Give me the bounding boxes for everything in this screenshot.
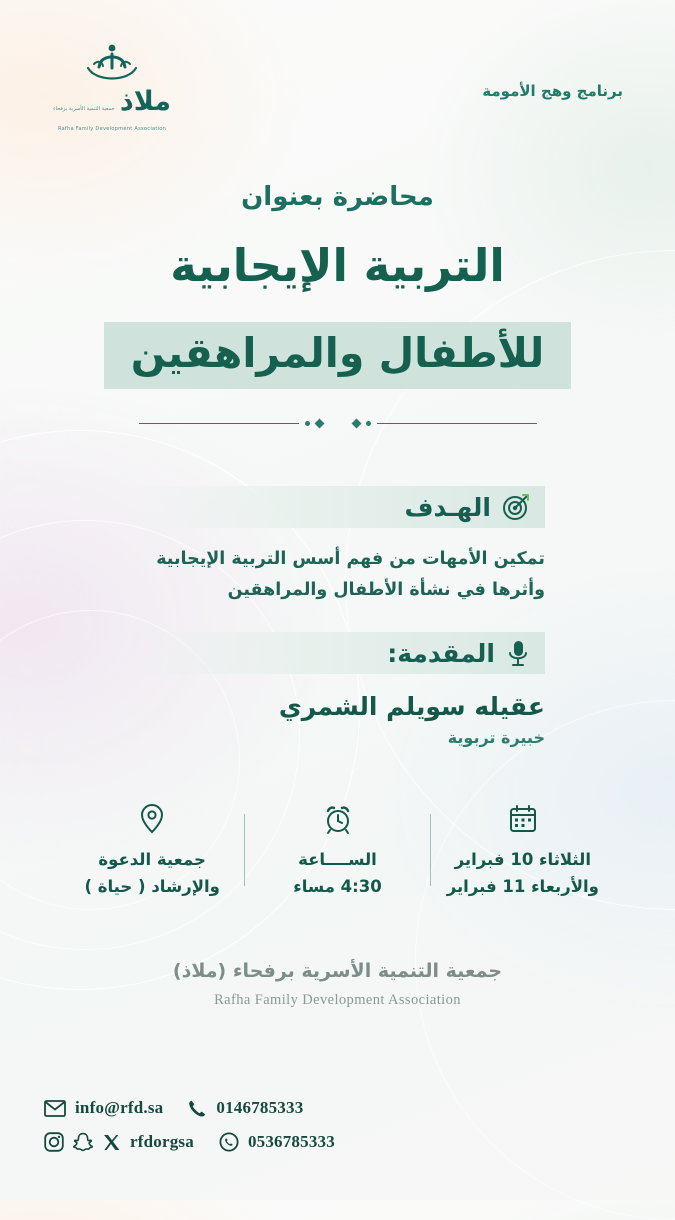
event-date-block (431, 800, 615, 900)
presenter-title: المقدمة: (387, 638, 495, 668)
event-time-line1: الســــاعة (298, 850, 377, 869)
envelope-icon (44, 1100, 66, 1117)
event-time-block (245, 800, 429, 900)
page-subtitle: للأطفال والمراهقين (130, 329, 545, 377)
program-tag: برنامج وهج الأمومة (482, 82, 623, 100)
calendar-icon (437, 800, 609, 838)
contact-line-2 (44, 1132, 335, 1152)
presenter-section-header (130, 632, 545, 674)
phone-icon (188, 1099, 207, 1118)
target-icon (501, 492, 531, 522)
event-location-line1: جمعية الدعوة (98, 850, 206, 869)
divider-diamond (314, 419, 324, 429)
presenter-name: عقيله سويلم الشمري (278, 692, 545, 721)
event-date-line1: الثلاثاء 10 فبراير (454, 850, 591, 869)
snapchat-icon[interactable] (73, 1132, 93, 1152)
organization-logo (52, 42, 172, 134)
presenter-role: خبيرة تربوية (447, 728, 545, 747)
logo-mark-icon (52, 42, 172, 88)
page-title: التربية الإيجابية (170, 239, 505, 292)
x-twitter-icon[interactable] (102, 1133, 121, 1152)
divider-ornament (0, 420, 675, 427)
column-divider (244, 814, 245, 886)
divider-line (377, 423, 537, 424)
contact-email[interactable]: info@rfd.sa (75, 1098, 164, 1117)
goal-text: تمكين الأمهات من فهم أسس التربية الإيجابية وأثرها في نشأة الأطفال والمراهقين (156, 549, 545, 600)
event-details-row (60, 800, 615, 900)
whatsapp-icon[interactable] (219, 1132, 239, 1152)
contact-whatsapp[interactable]: 0536785333 (247, 1132, 335, 1151)
contact-line-1 (44, 1098, 335, 1118)
alarm-clock-icon (251, 800, 423, 838)
event-location-block (60, 800, 244, 900)
lecture-label: محاضرة بعنوان (241, 182, 434, 212)
microphone-icon (505, 638, 531, 668)
goal-title: الهـدف (404, 492, 491, 522)
title-highlight-band (104, 322, 571, 389)
contact-bar (44, 1098, 335, 1166)
column-divider (430, 814, 431, 886)
organization-name-ar: جمعية التنمية الأسرية برفحاء (ملاذ) (172, 960, 503, 982)
goal-section-header (130, 486, 545, 528)
organization-name-en: Rafha Family Development Association (214, 992, 461, 1008)
logo-subtitle-en: Rafha Family Development Association (57, 126, 167, 132)
instagram-icon[interactable] (44, 1132, 64, 1152)
divider-dot (366, 421, 371, 426)
event-location-line2: والإرشاد ( حياة ) (84, 877, 220, 897)
logo-subtitle-ar: جمعية التنمية الأسرية برفحاء (53, 106, 115, 112)
contact-social-handle[interactable]: rfdorgsa (130, 1132, 194, 1151)
logo-wordmark: ملاذ (119, 86, 171, 117)
contact-phone[interactable]: 0146785333 (216, 1098, 304, 1117)
event-time-line2: 4:30 مساء (293, 877, 382, 897)
divider-dot (305, 421, 310, 426)
divider-line (139, 423, 299, 424)
location-pin-icon (66, 800, 238, 838)
divider-diamond (351, 419, 361, 429)
event-date-line2: والأربعاء 11 فبراير (446, 877, 599, 897)
